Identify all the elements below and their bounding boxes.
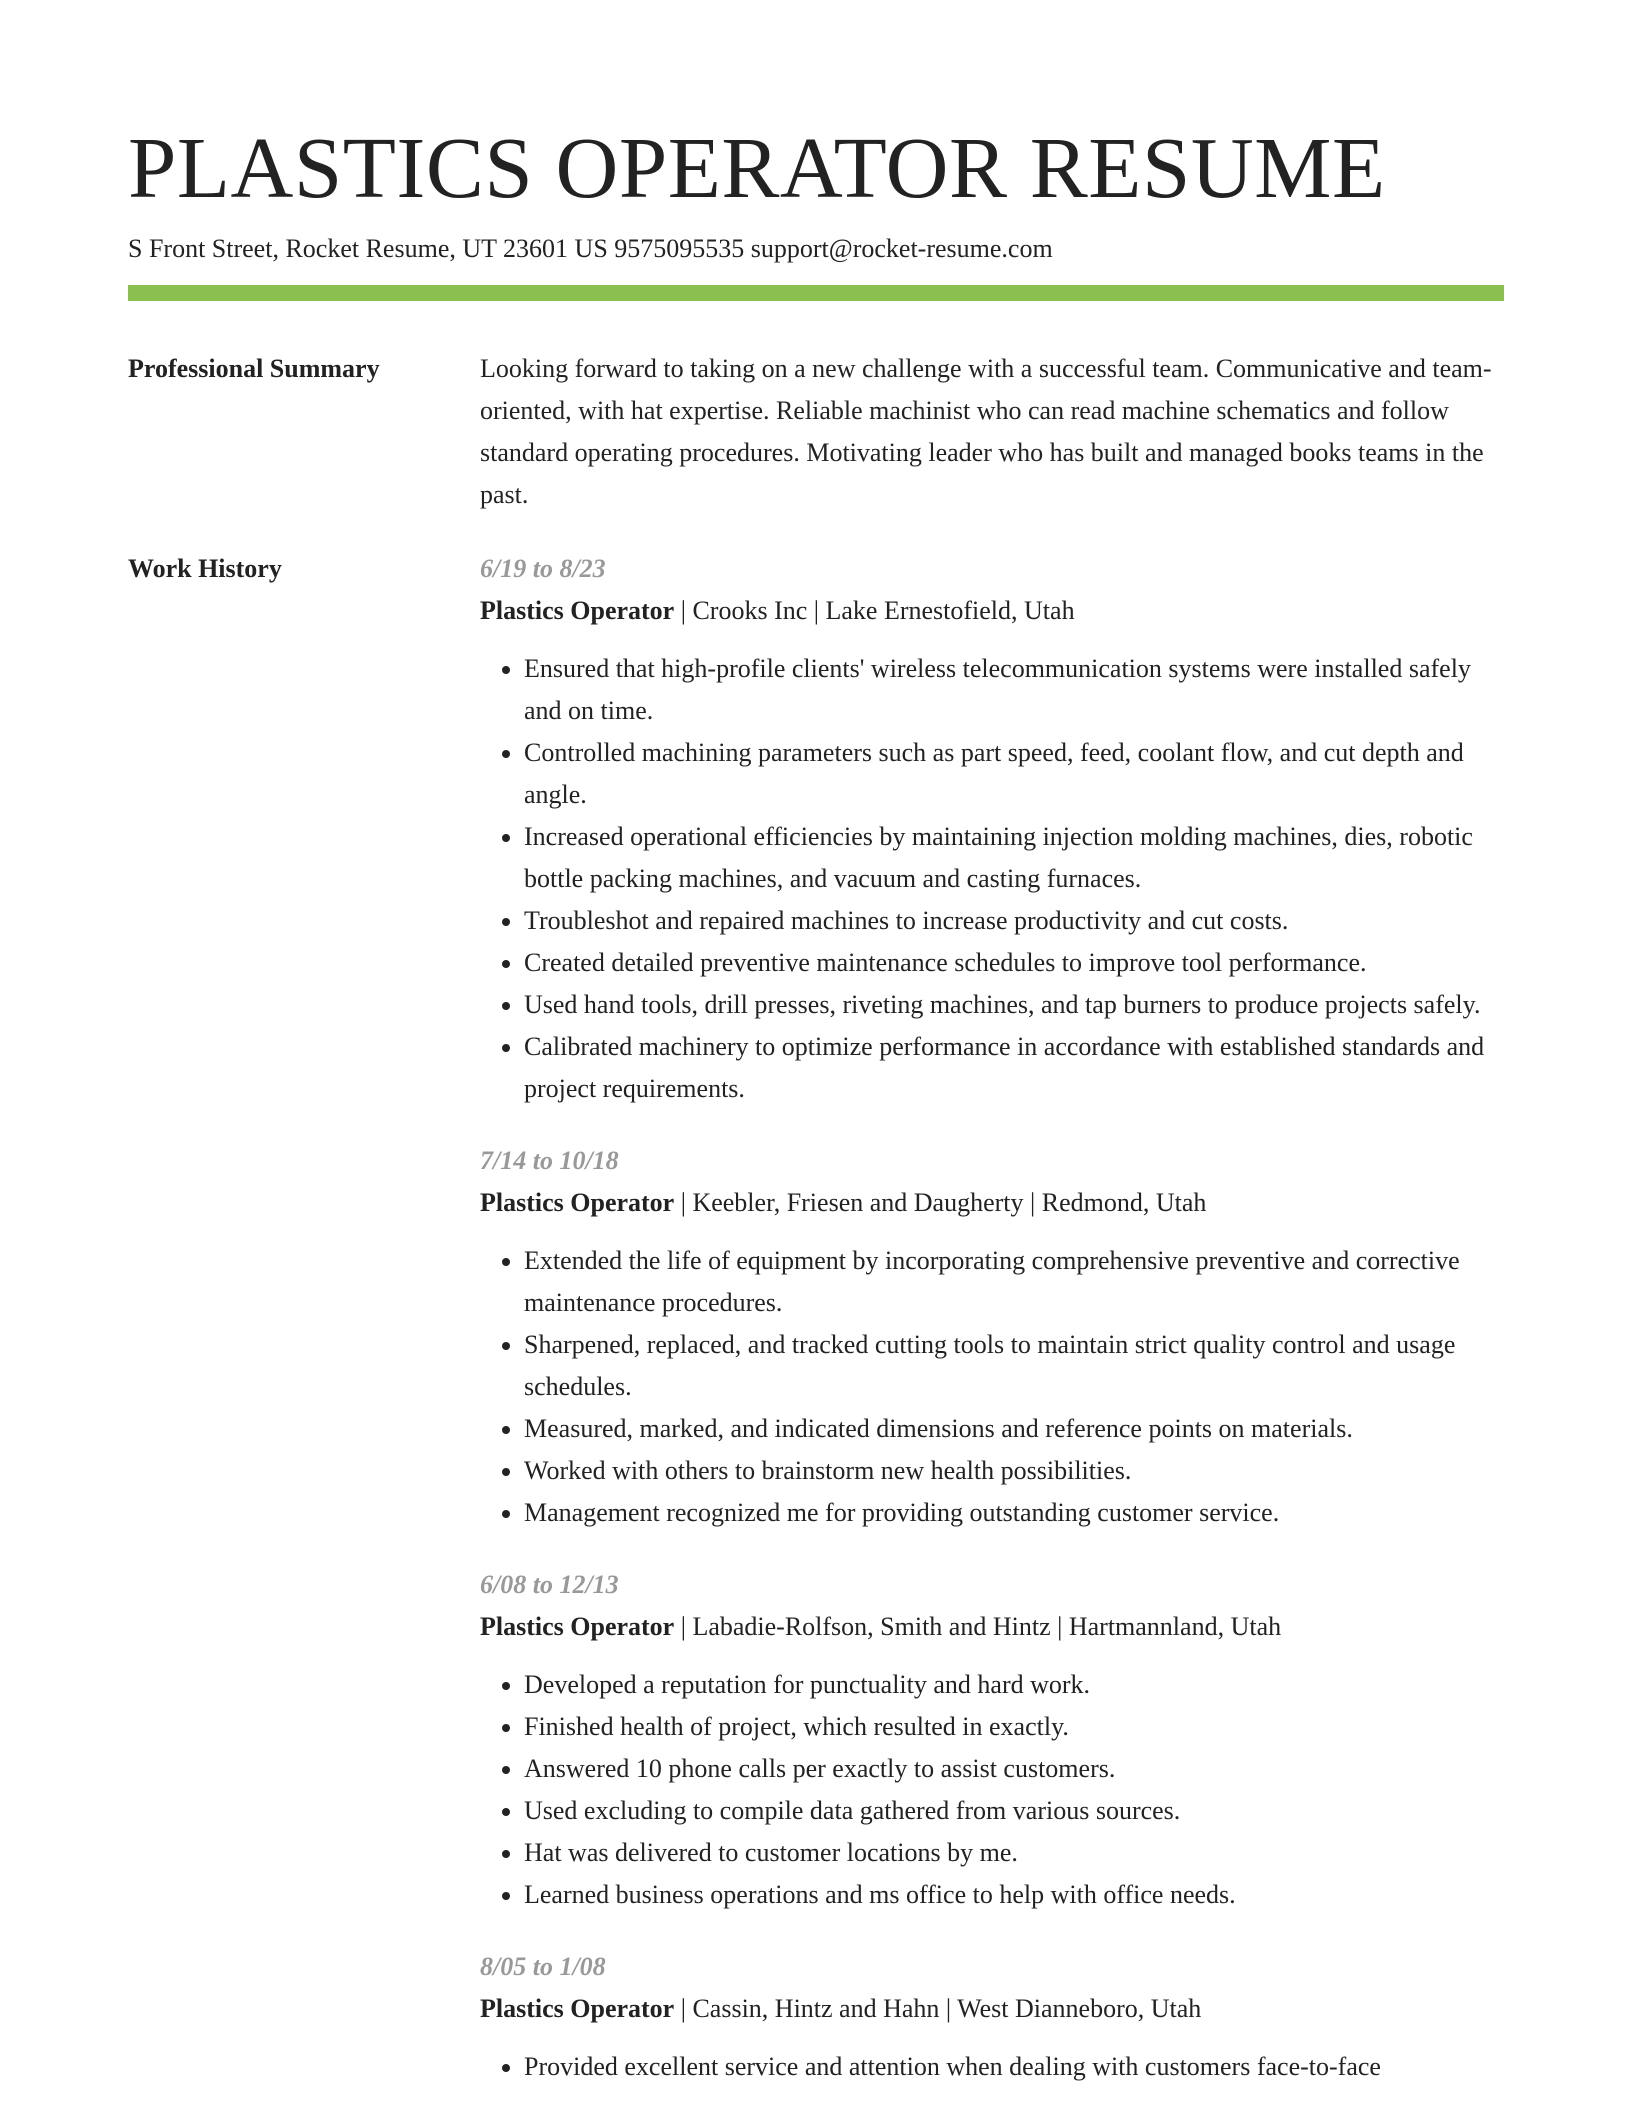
job-dates: 6/19 to 8/23 bbox=[480, 554, 606, 583]
summary-content bbox=[480, 348, 1505, 516]
job-location: Hartmannland, Utah bbox=[1068, 1612, 1282, 1641]
job-bullet: • Developed a reputation for punctuality and hard work. bbox=[524, 1664, 1505, 1706]
job-dates: 7/14 to 10/18 bbox=[480, 1146, 619, 1175]
job-heading bbox=[480, 590, 1505, 632]
job-entry bbox=[480, 1564, 1505, 1916]
job-company: Keebler, Friesen and Daugherty bbox=[692, 1188, 1024, 1217]
separator: | bbox=[680, 1612, 686, 1641]
job-bullet: • Used excluding to compile data gathered from various sources. bbox=[524, 1790, 1505, 1832]
job-bullet: • Used hand tools, drill presses, riveting machines, and tap burners to produce projects safely. bbox=[524, 984, 1505, 1026]
job-location: Redmond, Utah bbox=[1041, 1188, 1207, 1217]
job-bullet: • Worked with others to brainstorm new health possibilities. bbox=[524, 1450, 1505, 1492]
job-entry bbox=[480, 1946, 1505, 2088]
job-bullets bbox=[480, 648, 1505, 1110]
work-history-content bbox=[480, 548, 1505, 2118]
job-bullet: • Extended the life of equipment by incorporating comprehensive preventive and corrective maintenance procedures. bbox=[524, 1240, 1505, 1324]
separator: | bbox=[680, 1188, 686, 1217]
separator: | bbox=[813, 596, 819, 625]
job-bullet: • Answered 10 phone calls per exactly to assist customers. bbox=[524, 1748, 1505, 1790]
separator: | bbox=[945, 1994, 952, 2023]
job-company: Cassin, Hintz and Hahn bbox=[692, 1994, 940, 2023]
separator: | bbox=[1057, 1612, 1063, 1641]
job-bullet: • Increased operational efficiencies by maintaining injection molding machines, dies, robotic bottle packing machines, and vacuum and casting furnaces. bbox=[524, 816, 1505, 900]
job-heading bbox=[480, 1988, 1505, 2030]
job-heading bbox=[480, 1182, 1505, 1224]
job-bullet: • Hat was delivered to customer locations by me. bbox=[524, 1832, 1505, 1874]
accent-divider bbox=[128, 285, 1504, 301]
job-bullet: • Learned business operations and ms office to help with office needs. bbox=[524, 1874, 1505, 1916]
job-title: Plastics Operator bbox=[480, 1612, 675, 1641]
contact-line: S Front Street, Rocket Resume, UT 23601 US 9575095535 support@rocket-resume.com bbox=[128, 234, 1053, 263]
job-title: Plastics Operator bbox=[480, 1188, 675, 1217]
job-bullet: • Finished health of project, which resulted in exactly. bbox=[524, 1706, 1505, 1748]
job-bullet: • Provided excellent service and attention when dealing with customers face-to-face bbox=[524, 2046, 1505, 2088]
job-bullet: • Calibrated machinery to optimize performance in accordance with established standards and project requirements. bbox=[524, 1026, 1505, 1110]
job-bullet: • Management recognized me for providing outstanding customer service. bbox=[524, 1492, 1505, 1534]
job-bullet: • Created detailed preventive maintenance schedules to improve tool performance. bbox=[524, 942, 1505, 984]
job-bullet: • Ensured that high-profile clients' wireless telecommunication systems were installed safely and on time. bbox=[524, 648, 1505, 732]
job-company: Labadie-Rolfson, Smith and Hintz bbox=[692, 1612, 1051, 1641]
page-title: PLASTICS OPERATOR RESUME bbox=[128, 119, 1386, 216]
job-bullets bbox=[480, 2046, 1505, 2088]
job-title: Plastics Operator bbox=[480, 1994, 675, 2023]
job-bullet: • Sharpened, replaced, and tracked cutting tools to maintain strict quality control and usage schedules. bbox=[524, 1324, 1505, 1408]
summary-text: Looking forward to taking on a new challenge with a successful team. Communicative and team-oriented, with hat expertise. Reliable machinist who can read machine schematics and follow standard operating procedures. Motivating leader who has built and managed books teams in the past. bbox=[480, 354, 1492, 509]
job-location: West Dianneboro, Utah bbox=[957, 1994, 1202, 2023]
job-bullet: • Controlled machining parameters such as part speed, feed, coolant flow, and cut depth and angle. bbox=[524, 732, 1505, 816]
job-dates: 6/08 to 12/13 bbox=[480, 1570, 619, 1599]
section-label-work-history: Work History bbox=[128, 554, 282, 583]
job-title: Plastics Operator bbox=[480, 596, 675, 625]
job-bullets bbox=[480, 1240, 1505, 1534]
job-bullet: • Troubleshot and repaired machines to increase productivity and cut costs. bbox=[524, 900, 1505, 942]
job-dates: 8/05 to 1/08 bbox=[480, 1952, 606, 1981]
separator: | bbox=[680, 596, 686, 625]
job-entry bbox=[480, 1140, 1505, 1534]
job-bullets bbox=[480, 1664, 1505, 1916]
job-entry bbox=[480, 548, 1505, 1110]
job-location: Lake Ernestofield, Utah bbox=[825, 596, 1075, 625]
separator: | bbox=[680, 1994, 686, 2023]
section-label-summary: Professional Summary bbox=[128, 354, 380, 383]
separator: | bbox=[1030, 1188, 1036, 1217]
job-heading bbox=[480, 1606, 1505, 1648]
job-company: Crooks Inc bbox=[692, 596, 808, 625]
job-bullet: • Measured, marked, and indicated dimensions and reference points on materials. bbox=[524, 1408, 1505, 1450]
